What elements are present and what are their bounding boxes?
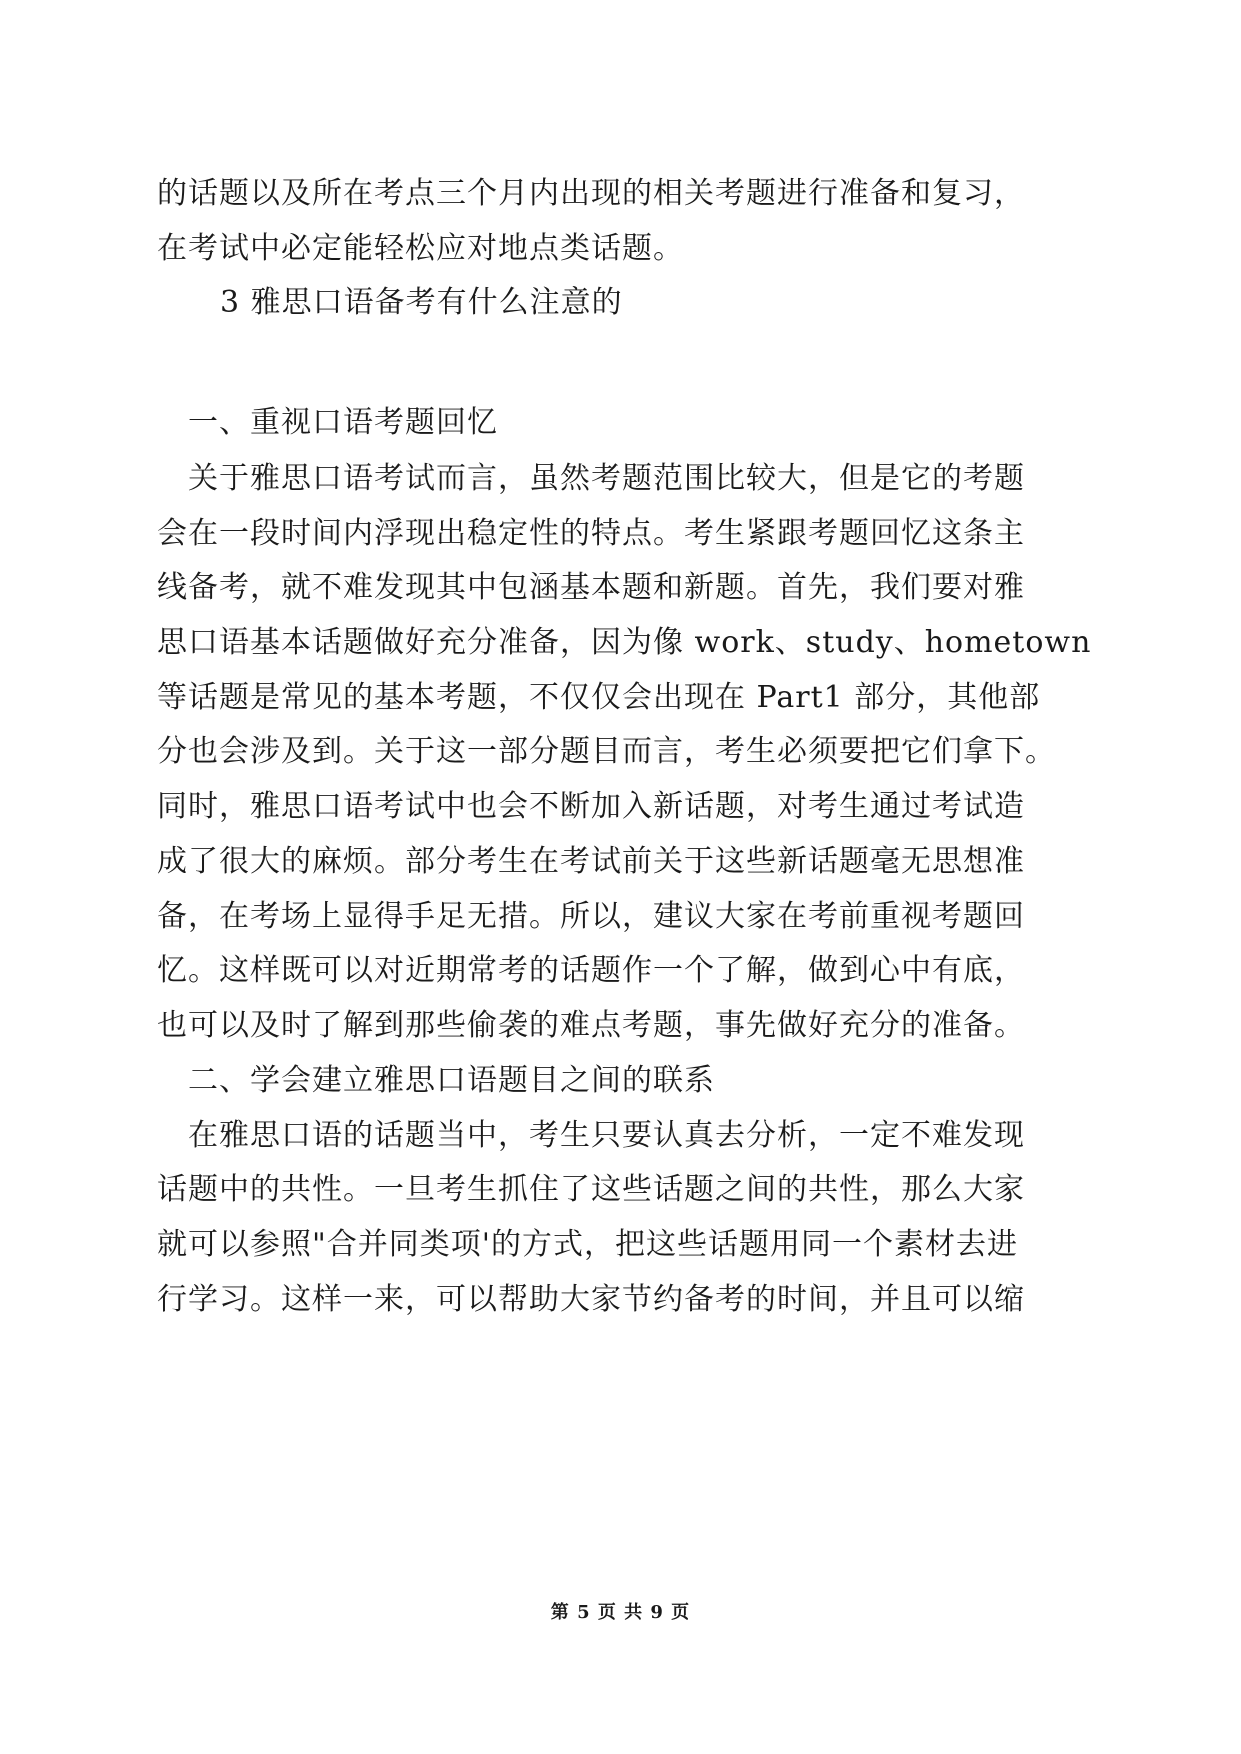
body-text-line: 等话题是常见的基本考题，不仅仅会出现在 Part1 部分，其他部 <box>157 680 1041 715</box>
body-text-line: 分也会涉及到。关于这一部分题目而言，考生必须要把它们拿下。 <box>157 734 1056 769</box>
subsection-heading: 二、学会建立雅思口语题目之间的联系 <box>188 1063 715 1098</box>
body-text-line: 会在一段时间内浮现出稳定性的特点。考生紧跟考题回忆这条主 <box>157 516 1025 551</box>
subsection-heading: 一、重视口语考题回忆 <box>188 405 498 440</box>
body-text-line: 就可以参照"合并同类项'的方式，把这些话题用同一个素材去进 <box>157 1227 1019 1262</box>
body-text-line: 行学习。这样一来，可以帮助大家节约备考的时间，并且可以缩 <box>157 1282 1025 1317</box>
section-heading: 3 雅思口语备考有什么注意的 <box>220 285 623 320</box>
body-text-line: 同时，雅思口语考试中也会不断加入新话题，对考生通过考试造 <box>157 789 1025 824</box>
body-text-line: 忆。这样既可以对近期常考的话题作一个了解，做到心中有底， <box>157 953 1025 988</box>
body-text-line: 思口语基本话题做好充分准备，因为像 work、study、hometown <box>157 625 1092 660</box>
body-text-line: 成了很大的麻烦。部分考生在考试前关于这些新话题毫无思想准 <box>157 844 1025 879</box>
page-number-footer: 第 5 页 共 9 页 <box>550 1602 691 1623</box>
body-text-line: 在考试中必定能轻松应对地点类话题。 <box>157 231 684 266</box>
body-text-line: 备，在考场上显得手足无措。所以，建议大家在考前重视考题回 <box>157 899 1025 934</box>
body-text-line: 也可以及时了解到那些偷袭的难点考题，事先做好充分的准备。 <box>157 1008 1025 1043</box>
body-text-line: 线备考，就不难发现其中包涵基本题和新题。首先，我们要对雅 <box>157 570 1025 605</box>
body-text-line: 的话题以及所在考点三个月内出现的相关考题进行准备和复习， <box>157 176 1025 211</box>
body-text-line: 在雅思口语的话题当中，考生只要认真去分析，一定不难发现 <box>188 1118 1025 1153</box>
body-text-line: 话题中的共性。一旦考生抓住了这些话题之间的共性，那么大家 <box>157 1172 1025 1207</box>
body-text-line: 关于雅思口语考试而言，虽然考题范围比较大，但是它的考题 <box>188 461 1025 496</box>
